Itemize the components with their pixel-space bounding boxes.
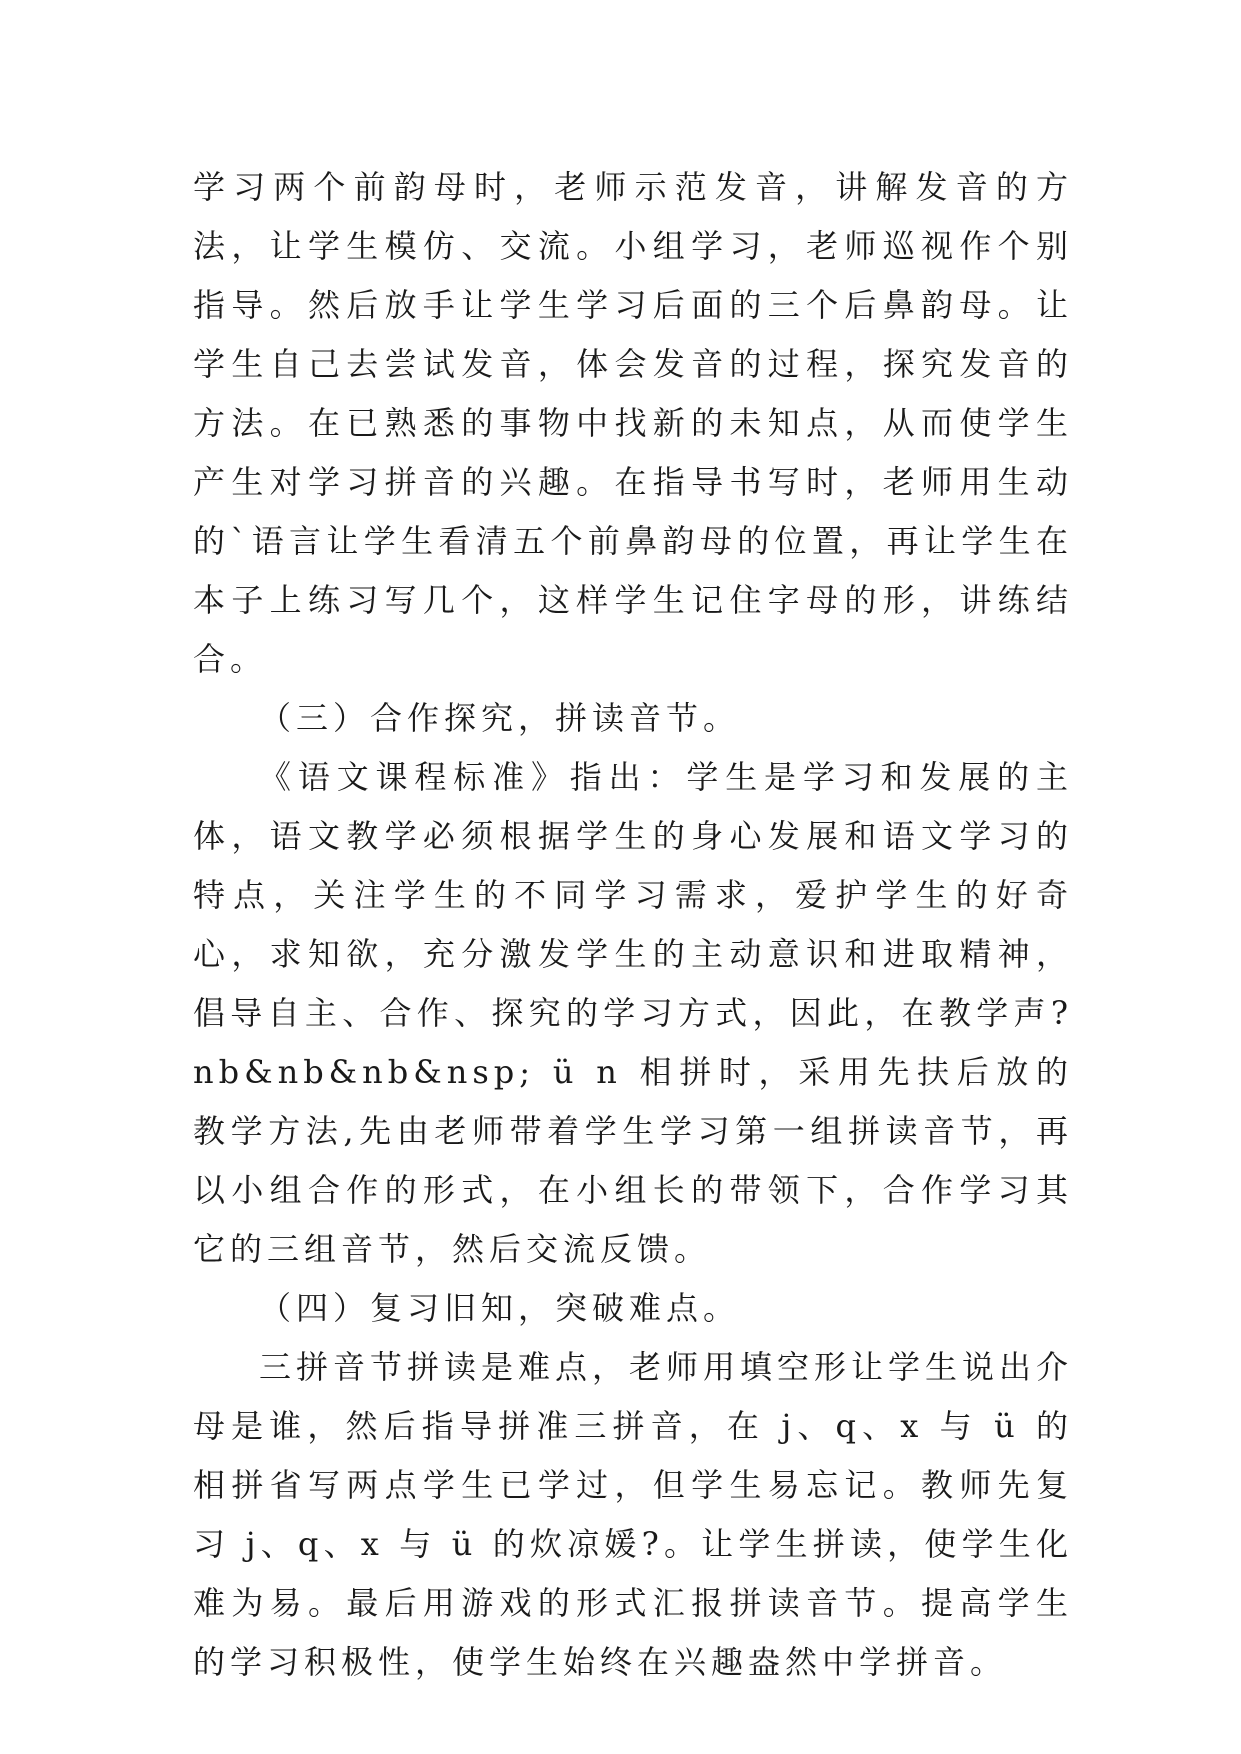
section-heading: （四）复习旧知，突破难点。	[259, 1289, 741, 1327]
body-paragraph: 三拼音节拼读是难点，老师用填空形让学生说出介母是谁，然后指导拼准三拼音，在 j、q、x 与 ü 的相拼省写两点学生已学过，但学生易忘记。教师先复习 j、q、x 与 ü 的炊凉媛?。让学生拼读，使学生化难为易。最后用游戏的形式汇报拼读音节。提高学生的学习积极性，使学生始终在兴趣盎然中学拼音。	[193, 1348, 1074, 1681]
document-page	[193, 158, 1073, 1692]
section-heading: （三）合作探究，拼读音节。	[259, 699, 741, 737]
body-paragraph: 学习两个前韵母时，老师示范发音，讲解发音的方法，让学生模仿、交流。小组学习，老师巡视作个别指导。然后放手让学生学习后面的三个后鼻韵母。让学生自己去尝试发音，体会发音的过程，探究发音的方法。在已熟悉的事物中找新的未知点，从而使学生产生对学习拼音的兴趣。在指导书写时，老师用生动的`语言让学生看清五个前鼻韵母的位置，再让学生在本子上练习写几个，这样学生记住字母的形，讲练结合。	[193, 168, 1073, 678]
body-paragraph: 《语文课程标准》指出：学生是学习和发展的主体，语文教学必须根据学生的身心发展和语文学习的特点，关注学生的不同学习需求，爱护学生的好奇心，求知欲，充分激发学生的主动意识和进取精神，倡导自主、合作、探究的学习方式，因此，在教学声?nb&nb&nb&nsp; ü n 相拼时，采用先扶后放的教学方法,先由老师带着学生学习第一组拼读音节，再以小组合作的形式，在小组长的带领下，合作学习其它的三组音节，然后交流反馈。	[193, 758, 1073, 1268]
